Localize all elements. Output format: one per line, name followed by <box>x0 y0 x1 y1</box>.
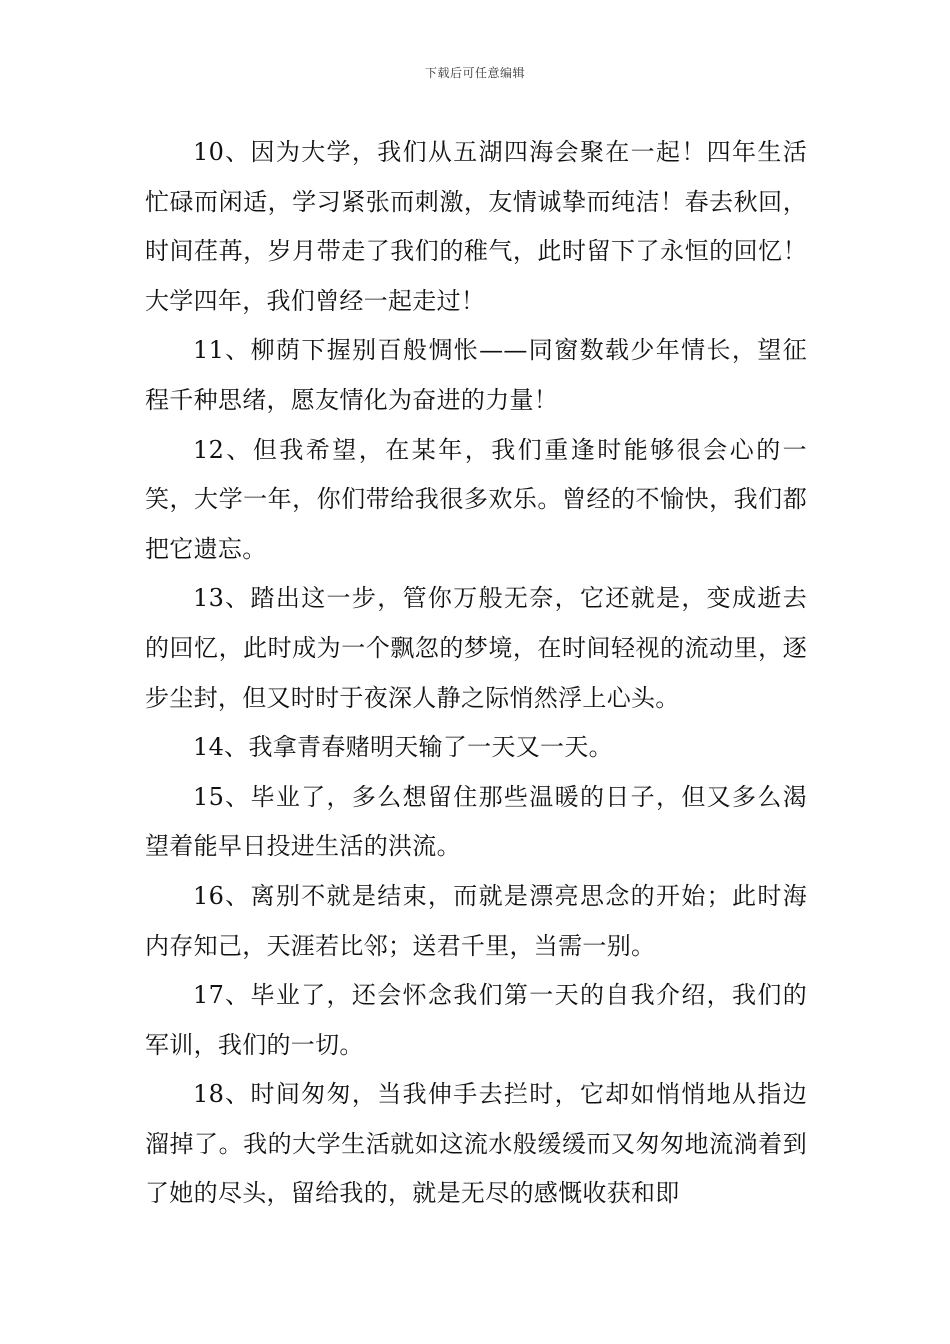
document-body <box>145 128 807 1219</box>
paragraph-12: 12、但我希望，在某年，我们重逢时能够很会心的一笑，大学一年，你们带给我很多欢乐。曾经的不愉快，我们都把它遗忘。 <box>145 435 807 563</box>
paragraph-10: 10、因为大学，我们从五湖四海会聚在一起！四年生活忙碌而闲适，学习紧张而刺激，友情诚挚而纯洁！春去秋回，时间荏苒，岁月带走了我们的稚气，此时留下了永恒的回忆！大学四年，我们曾经一起走过！ <box>145 138 807 315</box>
paragraph-16: 16、离别不就是结束，而就是漂亮思念的开始；此时海内存知己，天涯若比邻；送君千里，当需一别。 <box>145 881 807 960</box>
paragraph-15: 15、毕业了，多么想留住那些温暖的日子，但又多么渴望着能早日投进生活的洪流。 <box>145 782 807 861</box>
paragraph-17: 17、毕业了，还会怀念我们第一天的自我介绍，我们的军训，我们的一切。 <box>145 981 807 1059</box>
paragraph-13: 13、踏出这一步，管你万般无奈，它还就是，变成逝去的回忆，此时成为一个飘忽的梦境，在时间轻视的流动里，逐步尘封，但又时时于夜深人静之际悄然浮上心头。 <box>145 584 807 712</box>
paragraph-14: 14、我拿青春赌明天输了一天又一天。 <box>193 733 613 762</box>
paragraph-18: 18、时间匆匆，当我伸手去拦时，它却如悄悄地从指边溜掉了。我的大学生活就如这流水般缓缓而又匆匆地流淌着到了她的尽头，留给我的，就是无尽的感慨收获和即 <box>145 1080 807 1208</box>
paragraph-11: 11、柳荫下握别百般惆怅——同窗数载少年情长，望征程千种思绪，愿友情化为奋进的力量！ <box>145 336 807 414</box>
page-header: 下载后可任意编辑 <box>424 66 525 80</box>
